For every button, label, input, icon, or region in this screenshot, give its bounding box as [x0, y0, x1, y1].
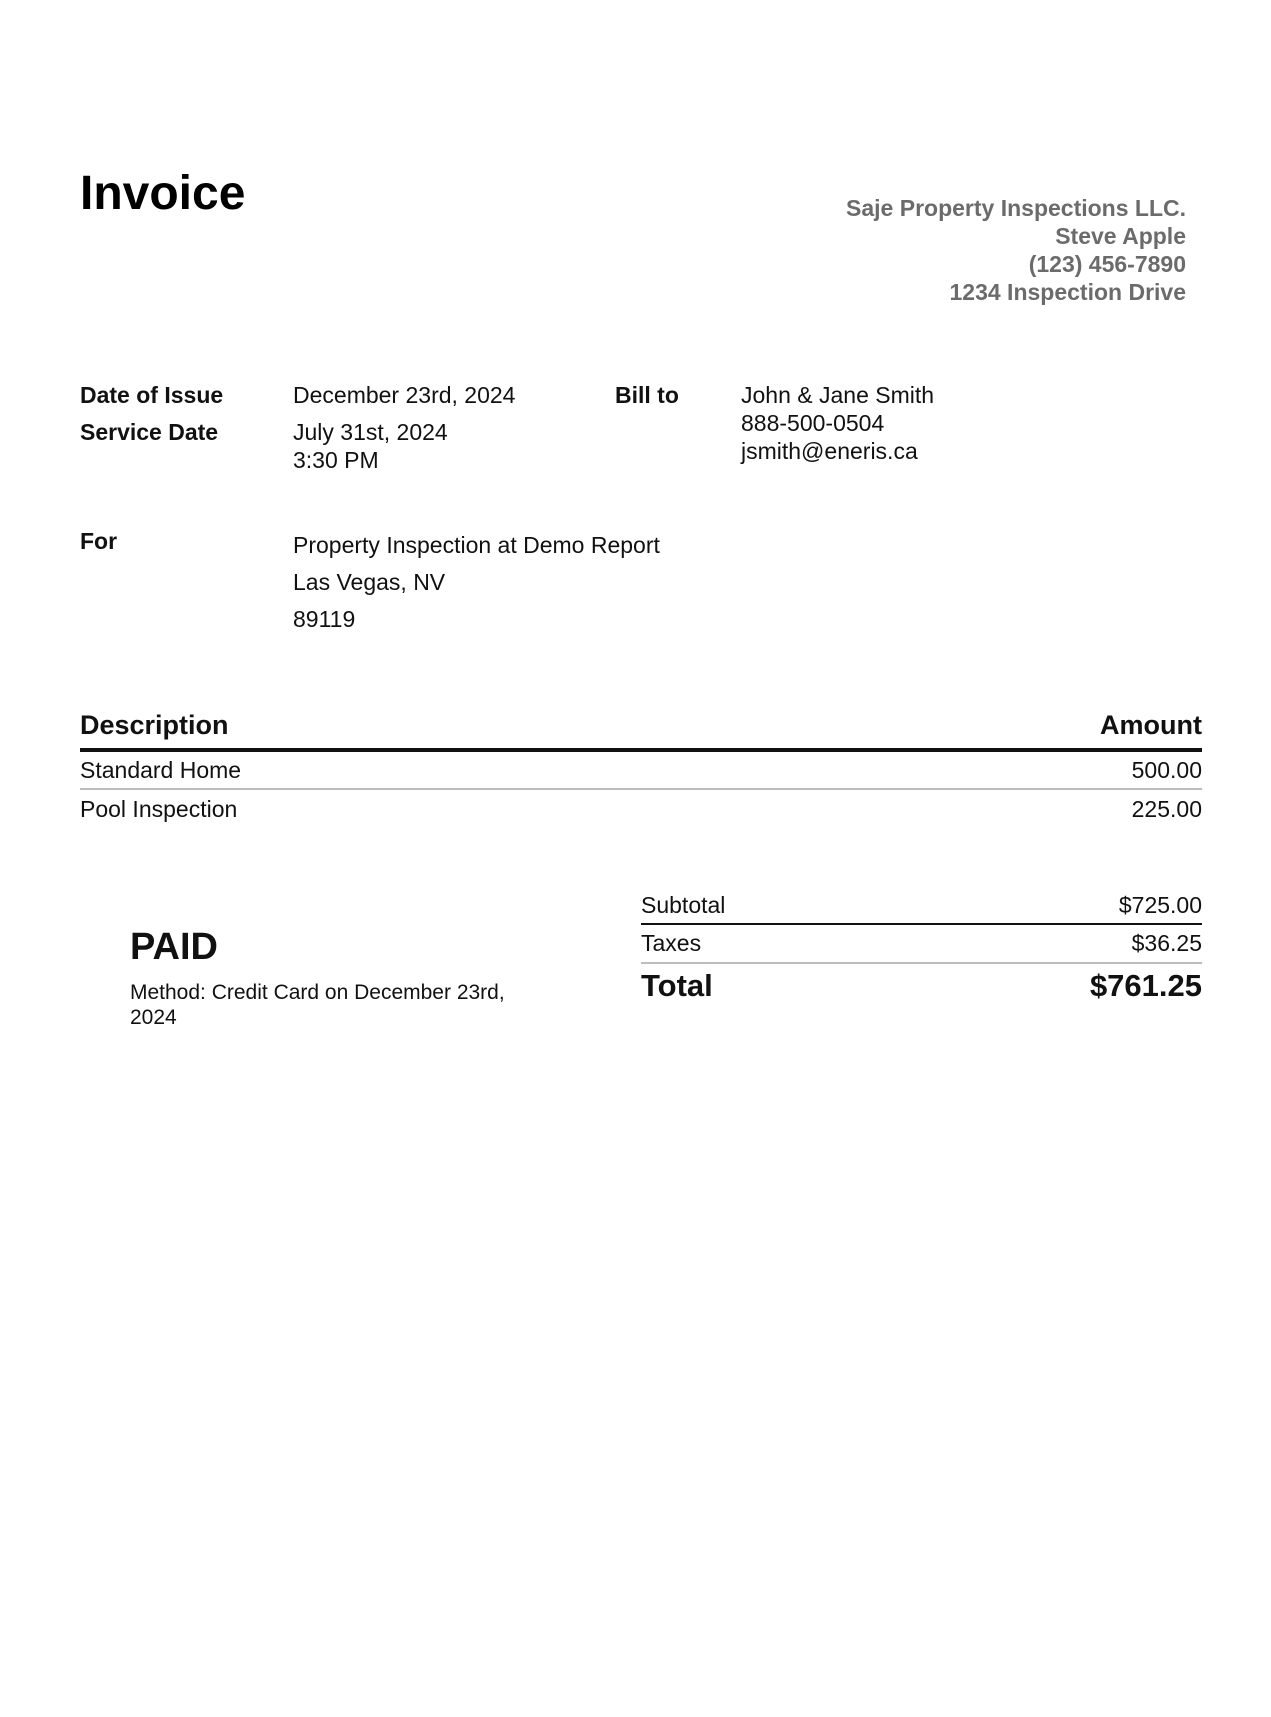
amount-header: Amount	[1100, 710, 1202, 740]
row-divider	[80, 788, 1202, 790]
for-line-3: 89119	[293, 606, 356, 632]
header-rule	[80, 748, 1202, 752]
date-of-issue-value: December 23rd, 2024	[293, 382, 516, 408]
company-name: Saje Property Inspections LLC.	[846, 195, 1186, 221]
table-row-description: Pool Inspection	[80, 796, 238, 822]
total-label: Total	[641, 968, 713, 1003]
bill-to-phone: 888-500-0504	[741, 410, 885, 436]
total-value: $761.25	[1089, 968, 1202, 1003]
bill-to-email: jsmith@eneris.ca	[741, 438, 918, 464]
table-row-description: Standard Home	[80, 757, 242, 783]
description-header: Description	[80, 710, 229, 740]
table-row-amount: 225.00	[1131, 796, 1202, 822]
page-title: Invoice	[80, 167, 246, 220]
for-line-1: Property Inspection at Demo Report	[293, 532, 660, 558]
table-row-amount: 500.00	[1131, 757, 1202, 783]
service-date-value	[293, 418, 448, 474]
for-block	[293, 527, 660, 638]
bill-to-block	[741, 381, 934, 465]
subtotal-label: Subtotal	[641, 892, 726, 918]
bill-to-label: Bill to	[615, 382, 679, 408]
taxes-rule	[641, 962, 1202, 964]
service-date-label: Service Date	[80, 419, 219, 445]
paid-status: PAID	[130, 926, 218, 968]
bill-to-name: John & Jane Smith	[741, 382, 935, 408]
subtotal-value: $725.00	[1118, 892, 1202, 918]
company-info	[846, 194, 1186, 306]
service-time: 3:30 PM	[293, 447, 379, 473]
for-line-2: Las Vegas, NV	[293, 569, 446, 595]
company-phone: (123) 456-7890	[1028, 251, 1186, 277]
taxes-value: $36.25	[1131, 930, 1202, 956]
company-address: 1234 Inspection Drive	[949, 279, 1186, 305]
service-date: July 31st, 2024	[293, 419, 448, 445]
taxes-label: Taxes	[641, 930, 702, 956]
payment-method: Method: Credit Card on December 23rd, 2024	[130, 981, 505, 1029]
company-contact: Steve Apple	[1055, 223, 1186, 249]
subtotal-rule	[641, 923, 1202, 925]
for-label: For	[80, 528, 118, 554]
date-of-issue-label: Date of Issue	[80, 382, 224, 408]
